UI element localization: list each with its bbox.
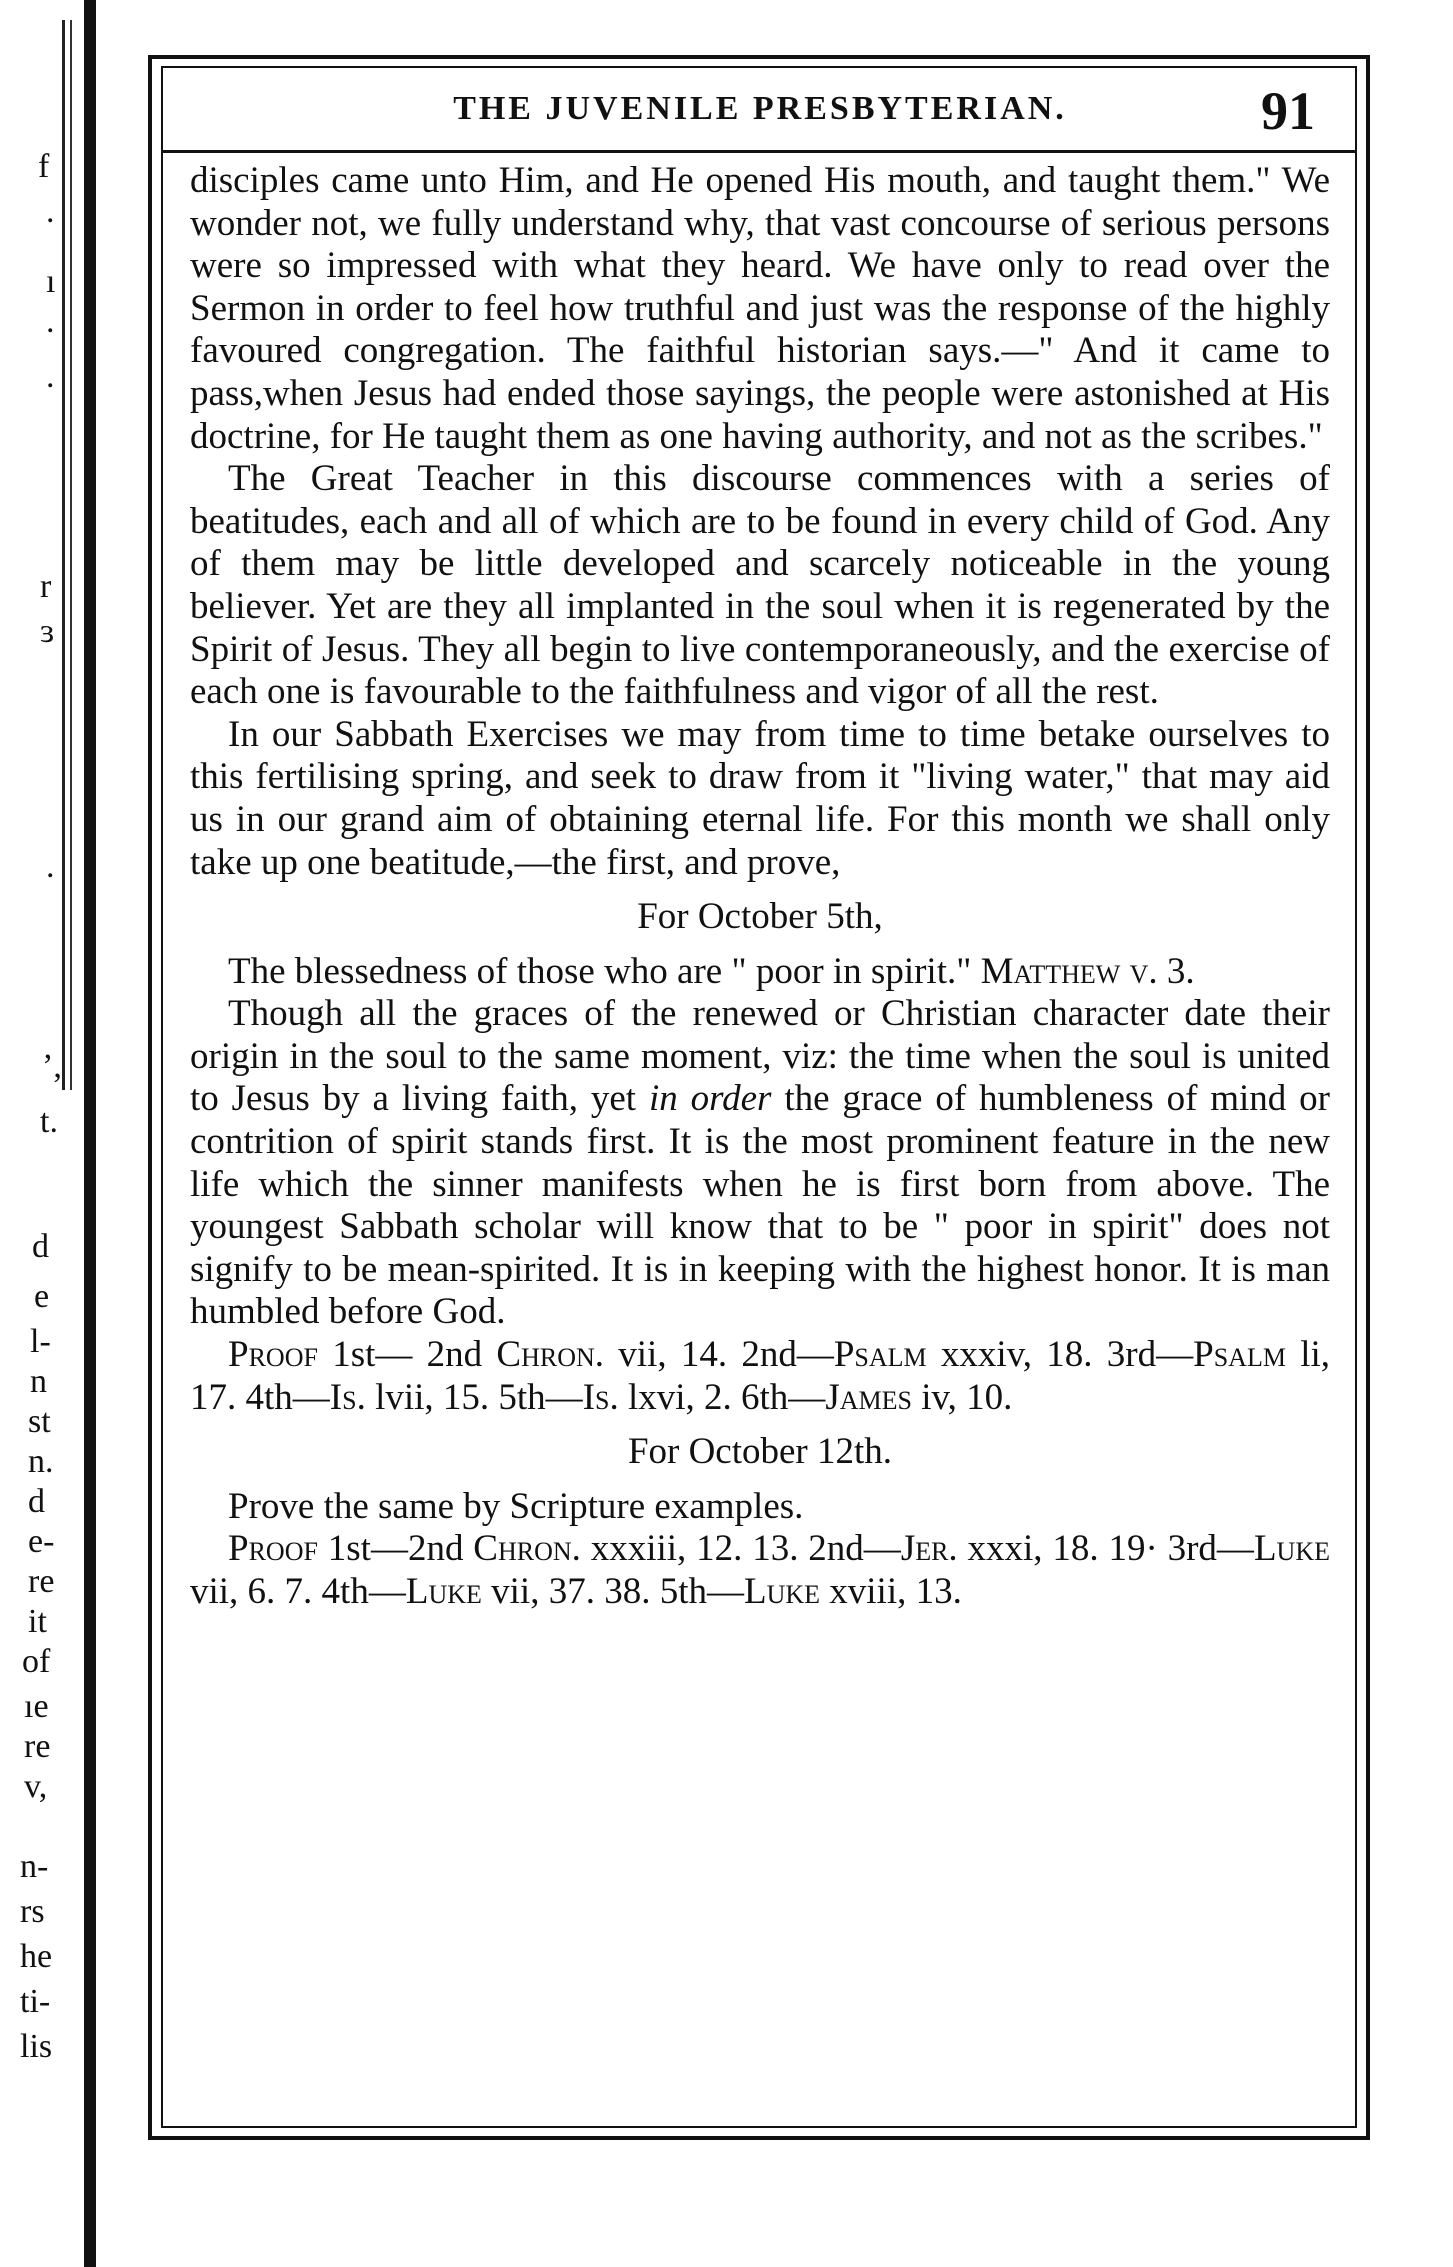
fragment: lis (20, 2028, 53, 2065)
proof-text: iv, 10. (911, 1376, 1013, 1418)
theme-statement (190, 951, 1330, 994)
book-name: Is. (582, 1376, 619, 1418)
fragment: d (32, 1228, 49, 1265)
fragment: . (46, 303, 55, 340)
fragment: ti- (20, 1983, 51, 2020)
fragment: ɜ (40, 613, 55, 650)
paragraph-text: Though all the graces of the renewed or Christian character date their origin in the soul to the same moment, viz: the time when the soul is united to Jesus by a living faith, yet (190, 993, 1330, 1120)
fragment: e- (28, 1523, 55, 1560)
book-name: Psalm (833, 1334, 927, 1376)
fragment: st (28, 1403, 51, 1440)
proof-text: 1st— 2nd (317, 1334, 497, 1376)
previous-page-fragments (10, 150, 70, 2150)
running-title: THE JUVENILE PRESBYTERIAN. (453, 90, 1067, 127)
binding-shadow (84, 0, 96, 2267)
fragment: f (38, 148, 50, 185)
section-heading: For October 5th, (637, 896, 883, 938)
proof-text: vii, 6. 7. 4th— (190, 1571, 406, 1612)
proof-text: 1st—2nd (317, 1528, 474, 1570)
book-name: Chron. (473, 1528, 581, 1570)
fragment: of (22, 1643, 51, 1680)
header-rule (161, 150, 1357, 153)
proof-text: xxxiii, 12. 13. 2nd— (580, 1528, 901, 1570)
fragment: it (28, 1603, 47, 1640)
book-name: Chron. (496, 1334, 604, 1376)
fragment: v, (24, 1768, 48, 1805)
fragment: re (28, 1563, 55, 1600)
book-name: Jer. (900, 1528, 958, 1570)
fragment: ı (46, 263, 56, 300)
book-name: Luke (405, 1571, 482, 1612)
fragment: ʼ, (42, 1048, 62, 1085)
fragment: n (30, 1363, 47, 1400)
proof-text: vii, 14. 2nd— (604, 1334, 834, 1376)
book-name: Is. (329, 1376, 366, 1418)
scripture-reference: Matthew v. 3. (980, 950, 1195, 992)
fragment: ıe (24, 1688, 49, 1725)
theme-statement: Prove the same by Scripture examples. (228, 1485, 804, 1527)
fragment: t. (40, 1103, 58, 1140)
article-body (190, 160, 1330, 1614)
proof-list (190, 1528, 1330, 1613)
proof-text: vii, 37. 38. 5th— (481, 1571, 744, 1612)
left-margin-rule-2 (70, 20, 72, 1090)
section-heading: For October 12th. (627, 1431, 893, 1473)
proof-label: Proof (228, 1334, 318, 1376)
proof-text: li, 17. 4th— (190, 1334, 1331, 1418)
book-name: Psalm (1193, 1334, 1286, 1376)
fragment: he (20, 1938, 53, 1975)
paragraph: The Great Teacher in this discourse commences with a series of beatitudes, each and all of which are to be found in every child of God. Any of them may be little developed and scarcely noticeable in the young believer. Yet are they all implanted in the soul when it is regenerated by the Spirit of Jesus. They all begin to live contemporaneously, and the exercise of each one is favourable to the faithfulness and vigor of all the rest. (190, 458, 1330, 713)
fragment: n. (28, 1443, 54, 1480)
paragraph: disciples came unto Him, and He opened His mouth, and taught them." We wonder not, we fully understand why, that vast concourse of serious persons were so impressed with what they heard. We have only to read over the Sermon in order to feel how truthful and just was the response of the highly favoured congregation. The faithful historian says.—" And it came to pass,when Jesus had ended those sayings, the people were astonished at His doctrine, for He taught them as one having authority, and not as the scribes." (190, 160, 1330, 457)
proof-list (190, 1334, 1330, 1419)
paragraph (190, 993, 1330, 1334)
book-name: Luke (1253, 1528, 1330, 1570)
fragment: . (46, 358, 55, 395)
fragment: . (46, 848, 55, 885)
fragment: . (46, 193, 55, 230)
page-number: 91 (1261, 81, 1315, 141)
proof-text: xviii, 13. (820, 1571, 962, 1612)
fragment: l- (30, 1323, 51, 1360)
fragment: r (40, 568, 52, 605)
paragraph: In our Sabbath Exercises we may from time to time betake ourselves to this fertilising spring, and seek to draw from it "living water," that may aid us in our grand aim of obtaining eternal life. For this month we shall only take up one beatitude,—the first, and prove, (190, 713, 1330, 883)
book-name: Luke (743, 1571, 821, 1612)
proof-text: lxvi, 2. 6th— (618, 1376, 826, 1418)
fragment: re (24, 1728, 51, 1765)
emphasis: in order (648, 1078, 772, 1120)
book-name: James (825, 1376, 912, 1418)
paragraph-text: the grace of humbleness of mind or contrition of spirit stands first. It is the most prominent feature in the new life which the sinner manifests when he is first born from above. The youngest Sabbath scholar will know that to be " poor in spirit" does not signify to be mean-spirited. It is in keeping with the highest honor. It is man humbled before God. (190, 1078, 1330, 1333)
proof-text: xxxiv, 18. 3rd— (926, 1334, 1194, 1376)
page-header (175, 80, 1345, 150)
proof-label: Proof (228, 1528, 318, 1570)
theme-text: The blessedness of those who are " poor in spirit." (228, 950, 981, 992)
proof-text: lvii, 15. 5th— (365, 1376, 583, 1418)
fragment: e (34, 1278, 50, 1315)
fragment: n- (20, 1848, 49, 1885)
proof-text: xxxi, 18. 19· 3rd— (957, 1528, 1254, 1570)
fragment: d (28, 1483, 45, 1520)
fragment: rs (20, 1893, 45, 1930)
